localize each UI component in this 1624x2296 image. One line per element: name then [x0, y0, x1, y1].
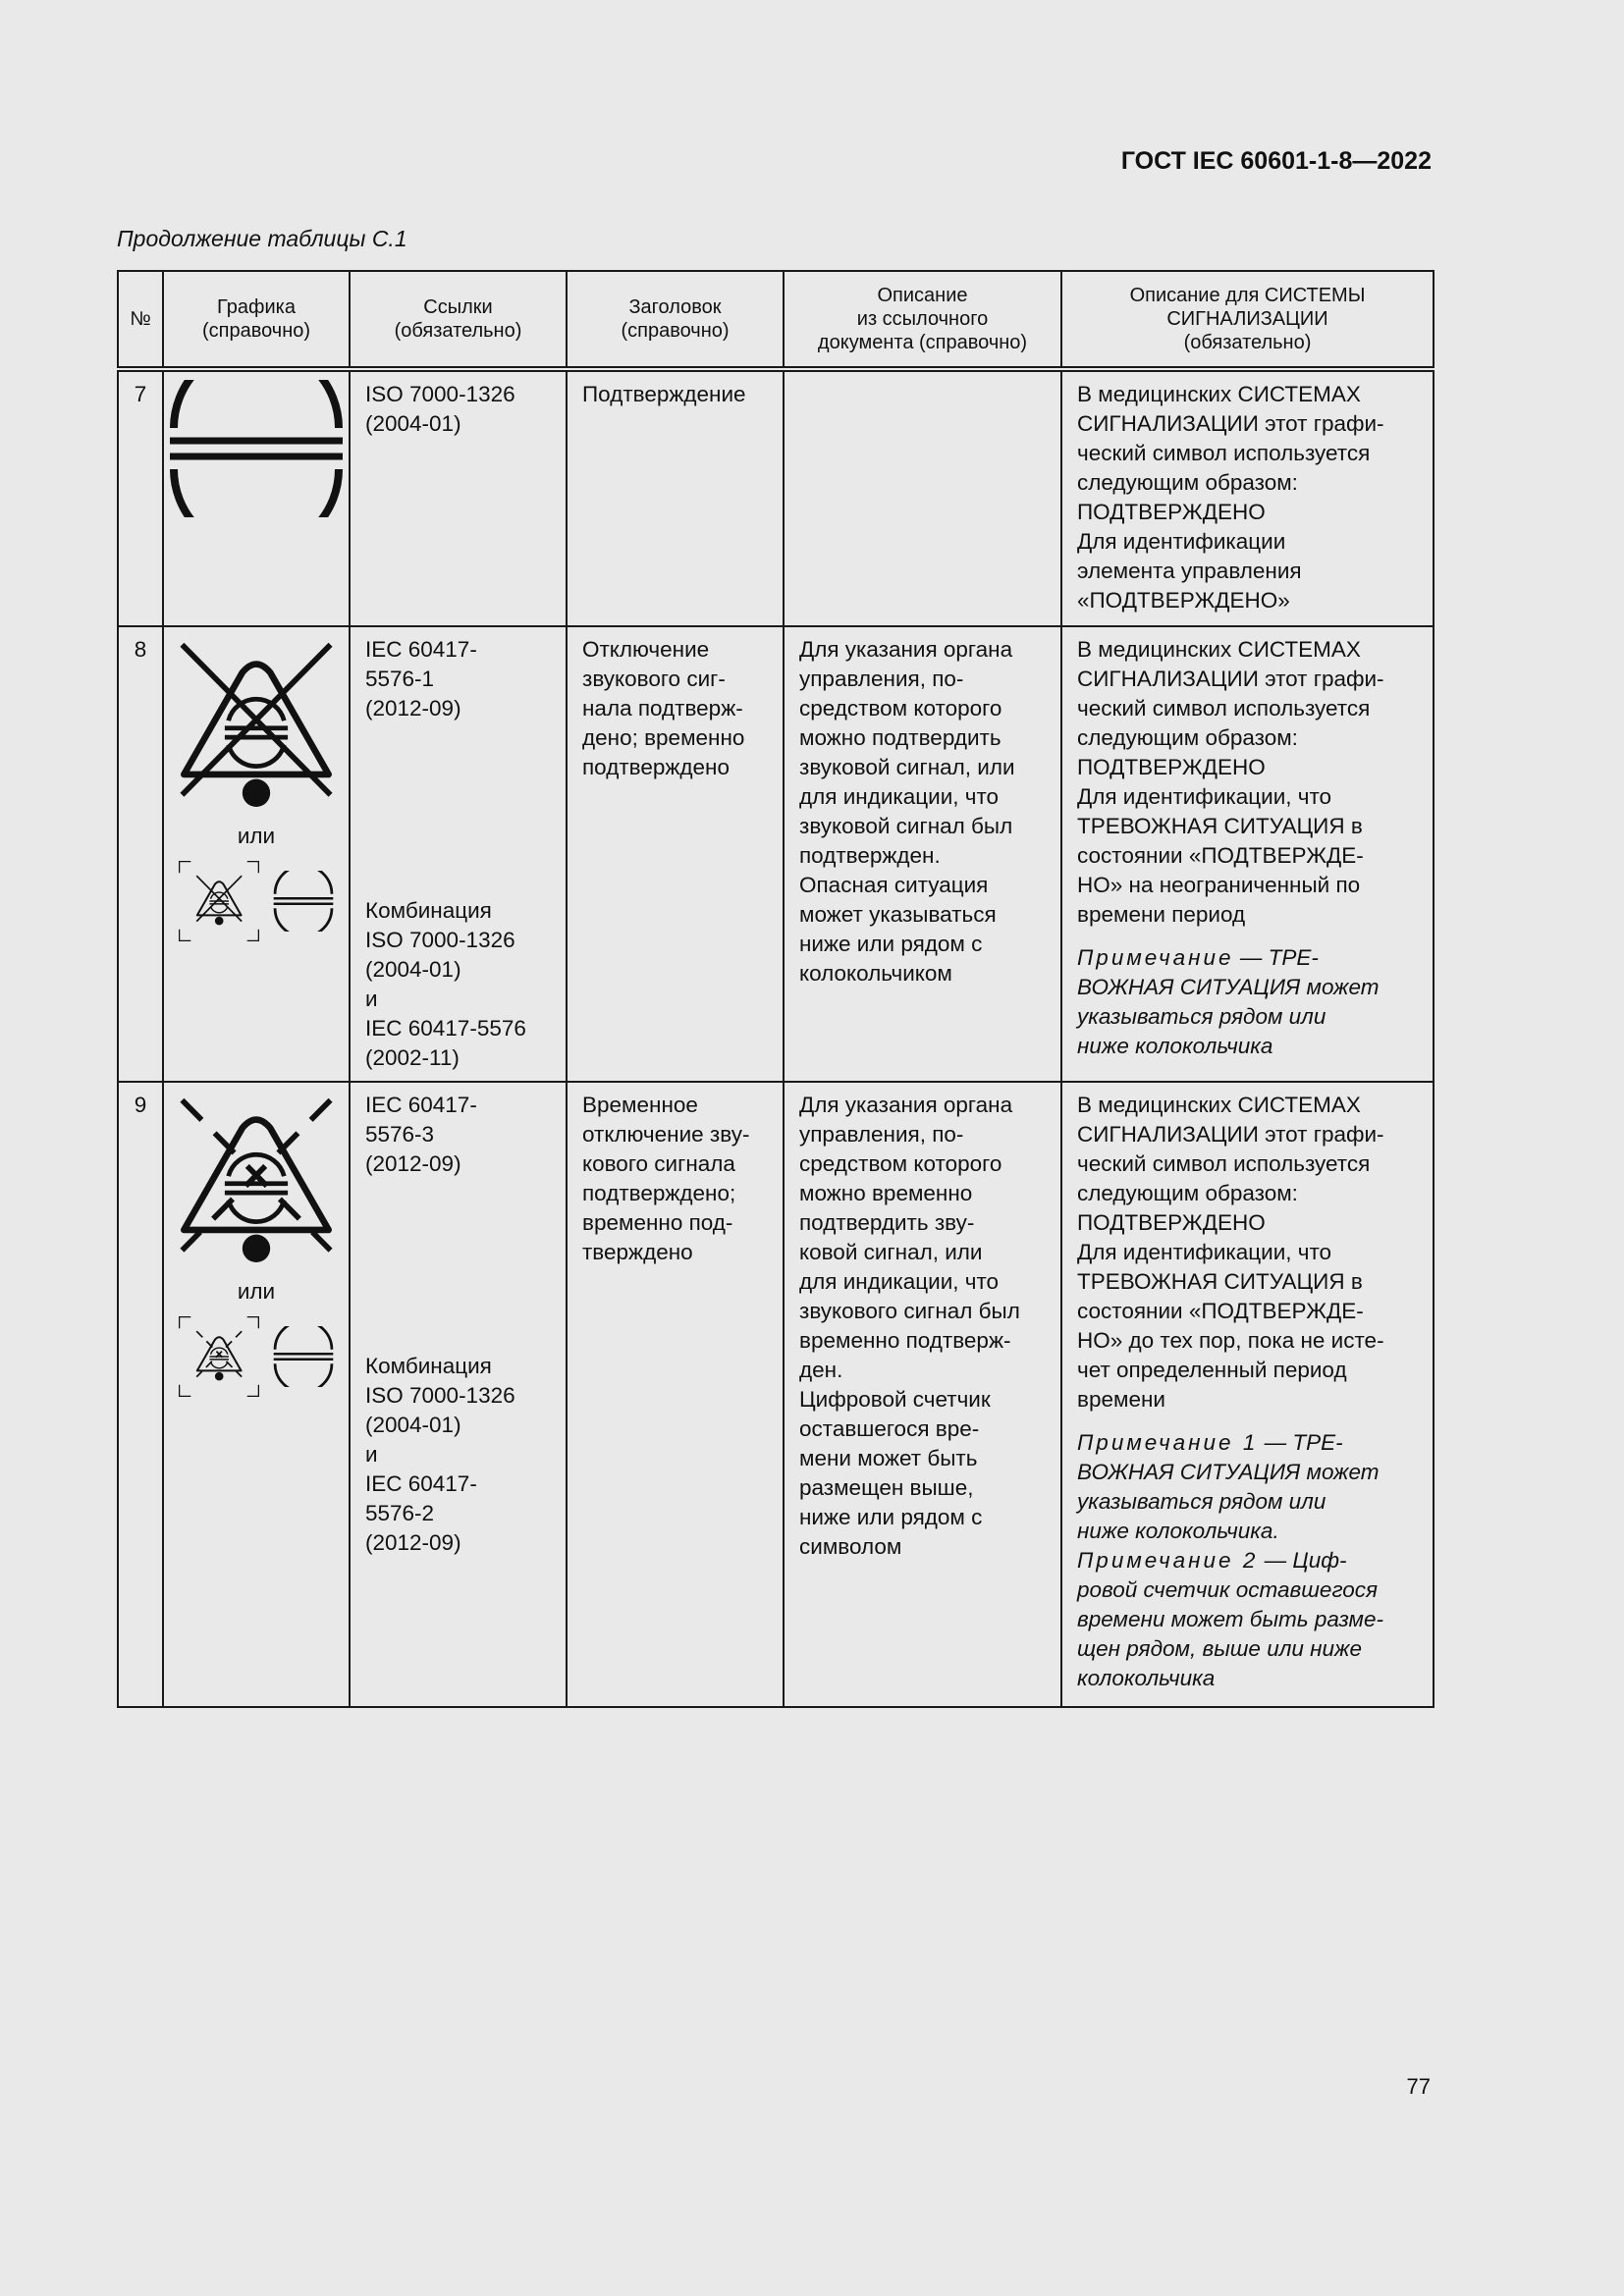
col-header-refs: Ссылки (обязательно)	[350, 271, 567, 369]
text-line: ПОДТВЕРЖДЕНО	[1077, 500, 1266, 524]
col-header-graphic: Графика (справочно)	[163, 271, 350, 369]
text-line: ден.	[799, 1358, 843, 1382]
text-line: «ПОДТВЕРЖДЕНО»	[1077, 588, 1290, 613]
text-line: Комбинация	[365, 1354, 492, 1378]
title-cell	[567, 1082, 784, 1707]
small-alarm-paused-bell-icon	[179, 1316, 259, 1397]
note-text: указываться рядом или	[1077, 1004, 1326, 1029]
combination-symbols	[168, 861, 345, 941]
text-line: временно подтверж-	[799, 1328, 1011, 1353]
text-line: временно под-	[582, 1210, 733, 1235]
desc-cell	[784, 626, 1061, 1082]
text-line: размещен выше,	[799, 1475, 974, 1500]
text-line: 5576-1	[365, 667, 435, 691]
desc-cell	[784, 369, 1061, 626]
text-line: ческий символ используется	[1077, 1151, 1371, 1176]
refs-cell	[350, 1082, 567, 1707]
note	[1077, 943, 1421, 1061]
text-line: подтвержден.	[799, 843, 941, 868]
text-line: Для идентификации, что	[1077, 1240, 1332, 1264]
text-line: Опасная ситуация	[799, 873, 989, 897]
text-line: Для указания органа	[799, 637, 1013, 662]
note-text: указываться рядом или	[1077, 1489, 1326, 1514]
table-header-row	[118, 271, 1434, 369]
text-line: ТРЕВОЖНАЯ СИТУАЦИЯ в	[1077, 1269, 1363, 1294]
text-line: (2004-01)	[365, 957, 461, 982]
text-line: ISO 7000-1326	[365, 928, 515, 952]
text-line: ISO 7000-1326	[365, 382, 515, 406]
text-line: дено; временно	[582, 725, 745, 750]
col-header-title: Заголовок (справочно)	[567, 271, 784, 369]
text-line: состоянии «ПОДТВЕРЖДЕ-	[1077, 843, 1364, 868]
table-row	[118, 369, 1434, 626]
text-line: Цифровой счетчик	[799, 1387, 991, 1412]
text-line: мени может быть	[799, 1446, 978, 1470]
note-text: времени может быть разме-	[1077, 1607, 1383, 1631]
graphic-cell	[163, 626, 350, 1082]
note-text: — ТРЕ-	[1233, 945, 1319, 970]
text-line: Комбинация	[365, 898, 492, 923]
text-line: следующим образом:	[1077, 470, 1298, 495]
text-line: ПОДТВЕРЖДЕНО	[1077, 755, 1266, 779]
text-line: колокольчиком	[799, 961, 952, 986]
text-line: В медицинских СИСТЕМАХ	[1077, 1093, 1361, 1117]
text-line: ниже или рядом с	[799, 1505, 983, 1529]
text-line: можно подтвердить	[799, 725, 1001, 750]
text-line: подтверждено;	[582, 1181, 736, 1205]
row-number: 8	[118, 626, 163, 1082]
refs-cell	[350, 626, 567, 1082]
symbols-table	[117, 270, 1435, 1708]
text-line: звуковой сигнал был	[799, 814, 1013, 838]
note-text: — ТРЕ-	[1258, 1430, 1343, 1455]
text-line: ческий символ используется	[1077, 696, 1371, 721]
text-line: Для указания органа	[799, 1093, 1013, 1117]
text-line: (2012-09)	[365, 696, 461, 721]
text-line: средством которого	[799, 696, 1002, 721]
alarm-acknowledged-bell-icon	[173, 635, 340, 812]
text-line: звукового сиг-	[582, 667, 726, 691]
alarm-temporarily-acknowledged-bell-icon	[173, 1091, 340, 1267]
text-line: времени	[1077, 1387, 1165, 1412]
text-line: (2004-01)	[365, 411, 461, 436]
or-text: или	[237, 1279, 276, 1304]
text-line: НО» на неограниченный по	[1077, 873, 1361, 897]
text-line: ISO 7000-1326	[365, 1383, 515, 1408]
text-line: IEC 60417-	[365, 637, 477, 662]
text-line: нала подтверж-	[582, 696, 743, 721]
text-line: Временное	[582, 1093, 698, 1117]
text-line: времени период	[1077, 902, 1246, 927]
text-line: Для идентификации, что	[1077, 784, 1332, 809]
alarm-desc-cell	[1061, 369, 1434, 626]
refs-cell	[350, 369, 567, 626]
note-label: Примечание	[1077, 945, 1234, 970]
note-text: ниже колокольчика.	[1077, 1519, 1279, 1543]
text-line: и	[365, 1442, 378, 1467]
or-text: или	[237, 824, 276, 848]
text-line: подтвердить зву-	[799, 1210, 975, 1235]
text-line: отключение зву-	[582, 1122, 750, 1147]
text-line: В медицинских СИСТЕМАХ	[1077, 382, 1361, 406]
text-line: символом	[799, 1534, 902, 1559]
text-line: 5576-3	[365, 1122, 435, 1147]
small-alarm-off-bell-icon	[179, 861, 259, 941]
text-line: кового сигнала	[582, 1151, 735, 1176]
text-line: СИГНАЛИЗАЦИИ этот графи-	[1077, 1122, 1384, 1147]
note-text: — Циф-	[1258, 1548, 1347, 1573]
text-line: IEC 60417-	[365, 1093, 477, 1117]
text-line: следующим образом:	[1077, 1181, 1298, 1205]
text-line: звуковой сигнал, или	[799, 755, 1015, 779]
text-line: Отключение	[582, 637, 710, 662]
title-cell	[567, 369, 784, 626]
note-text: ниже колокольчика	[1077, 1034, 1273, 1058]
text-line: подтверждено	[582, 755, 730, 779]
note-text: щен рядом, выше или ниже	[1077, 1636, 1363, 1661]
title-cell	[567, 626, 784, 1082]
table-row	[118, 1082, 1434, 1707]
text-line: IEC 60417-5576	[365, 1016, 526, 1041]
text-line: состоянии «ПОДТВЕРЖДЕ-	[1077, 1299, 1364, 1323]
col-header-num: №	[118, 271, 163, 369]
note-text: колокольчика	[1077, 1666, 1216, 1690]
text-line: Для идентификации	[1077, 529, 1286, 554]
text-line: СИГНАЛИЗАЦИИ этот графи-	[1077, 411, 1384, 436]
text-line: ПОДТВЕРЖДЕНО	[1077, 1210, 1266, 1235]
text-line: для индикации, что	[799, 1269, 1000, 1294]
small-acknowledge-symbol-icon	[273, 871, 334, 932]
graphic-cell	[163, 1082, 350, 1707]
text-line: тверждено	[582, 1240, 693, 1264]
text-line: управления, по-	[799, 667, 964, 691]
note	[1077, 1546, 1421, 1693]
text-line: НО» до тех пор, пока не исте-	[1077, 1328, 1384, 1353]
desc-cell	[784, 1082, 1061, 1707]
alarm-desc-cell	[1061, 1082, 1434, 1707]
text-line: следующим образом:	[1077, 725, 1298, 750]
text-line: (2012-09)	[365, 1151, 461, 1176]
text-line: для индикации, что	[799, 784, 1000, 809]
acknowledge-symbol-icon	[168, 380, 345, 517]
note-text: ВОЖНАЯ СИТУАЦИЯ может	[1077, 975, 1380, 999]
text-line: ковой сигнал, или	[799, 1240, 983, 1264]
text-line: средством которого	[799, 1151, 1002, 1176]
col-header-alarm-desc: Описание для СИСТЕМЫ СИГНАЛИЗАЦИИ (обязательно)	[1061, 271, 1434, 369]
page-number: 77	[1406, 2074, 1431, 2099]
note	[1077, 1428, 1421, 1546]
text-line: 5576-2	[365, 1501, 435, 1525]
table-row	[118, 626, 1434, 1082]
note-label: Примечание 1	[1077, 1430, 1259, 1455]
small-acknowledge-symbol-icon	[273, 1326, 334, 1387]
text-line: (2002-11)	[365, 1045, 460, 1070]
text-line: можно временно	[799, 1181, 973, 1205]
text-line: оставшегося вре-	[799, 1416, 980, 1441]
text-line: и	[365, 987, 378, 1011]
text-line: (2012-09)	[365, 1530, 461, 1555]
text-line: управления, по-	[799, 1122, 964, 1147]
text-line: В медицинских СИСТЕМАХ	[1077, 637, 1361, 662]
text-line: ниже или рядом с	[799, 932, 983, 956]
text-line: СИГНАЛИЗАЦИИ этот графи-	[1077, 667, 1384, 691]
text-line: элемента управления	[1077, 559, 1302, 583]
text-line: ческий символ используется	[1077, 441, 1371, 465]
combination-symbols	[168, 1316, 345, 1397]
alarm-desc-cell	[1061, 626, 1434, 1082]
text-line: звукового сигнал был	[799, 1299, 1020, 1323]
row-number: 7	[118, 369, 163, 626]
note-label: Примечание 2	[1077, 1548, 1259, 1573]
text-line: может указываться	[799, 902, 997, 927]
table-caption: Продолжение таблицы С.1	[117, 226, 407, 251]
text-line: IEC 60417-	[365, 1471, 477, 1496]
standard-id: ГОСТ IEC 60601-1-8—2022	[1120, 147, 1432, 175]
text-line: Подтверждение	[582, 382, 746, 406]
col-header-desc: Описание из ссылочного документа (справочно)	[784, 271, 1061, 369]
text-line: (2004-01)	[365, 1413, 461, 1437]
row-number: 9	[118, 1082, 163, 1707]
note-text: ровой счетчик оставшегося	[1077, 1577, 1379, 1602]
text-line: ТРЕВОЖНАЯ СИТУАЦИЯ в	[1077, 814, 1363, 838]
graphic-cell	[163, 369, 350, 626]
text-line: чет определенный период	[1077, 1358, 1347, 1382]
note-text: ВОЖНАЯ СИТУАЦИЯ может	[1077, 1460, 1380, 1484]
